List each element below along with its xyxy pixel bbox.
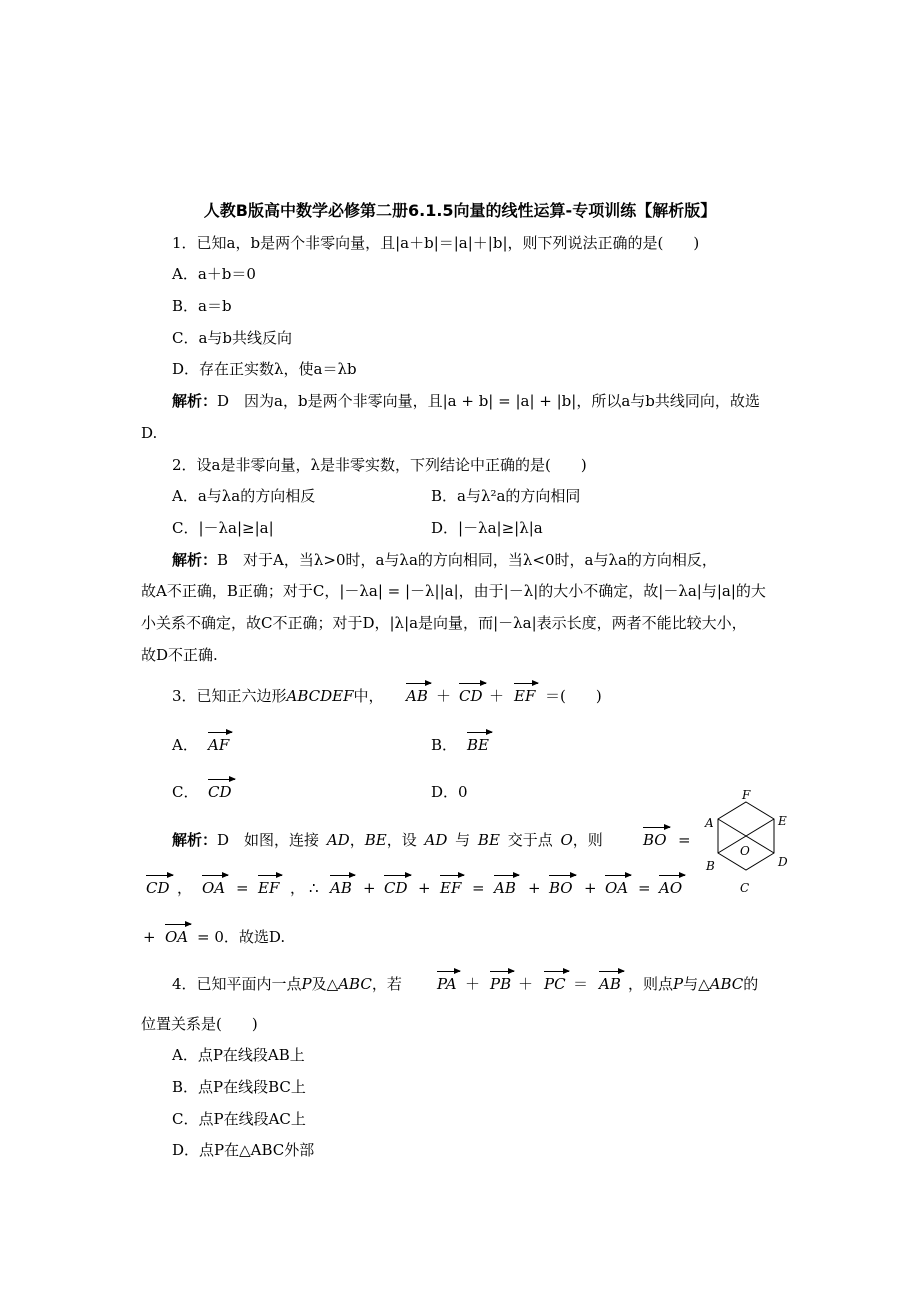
q3-sol-plus-1: + [363,879,376,897]
q4-plus-1: ＋ [465,975,481,993]
q3-plus-1: ＋ [436,687,452,705]
q1-stem: 1．已知a，b是两个非零向量，且|a＋b|＝|a|＋|b|，则下列说法正确的是( ) [172,234,700,252]
q4-stem-tail-2: 与△ [683,975,710,993]
q3-option-c-label: C． [172,783,199,801]
q2-solution-line2: 故A不正确，B正确；对于C，|－λa| = |－λ||a|，由于|－λ|的大小不确定，故|－λa|与|a|的大 [141,582,766,600]
q3-vector-ef: EF [514,687,536,705]
q4-triangle-abc: ABC [338,975,372,993]
q1-option-a: A．a＋b＝0 [172,265,256,283]
q4-triangle-abc-2: ABC [709,975,744,993]
q4-stem-text: 4．已知平面内一点 [172,975,302,993]
vertex-c-label: C [740,881,750,895]
q3-solution-be: BE [364,831,387,849]
q4-stem-text-3: ，若 [371,975,402,993]
q2-solution-line3: 小关系不确定，故C不正确；对于D，|λ|a是向量，而|－λa|表示长度，两者不能比较大小， [141,614,747,632]
q3-solution-ad-2: AD [424,831,448,849]
q3-option-d: D．0 [431,783,468,801]
q3-solution-line1 [172,830,603,850]
q4-eq: ＝ [573,975,589,993]
q4-vector-pb: PB [490,975,512,993]
vertex-f-label: F [742,788,751,802]
vertex-d-label: D [778,855,788,869]
q1-solution-line1 [172,391,760,411]
q3-solution-text-2: ，设 [386,831,417,849]
q3-sol-vector-ao: AO [659,879,683,897]
q4-option-c: C．点P在线段AC上 [172,1110,306,1128]
q3-solution-and: 与 [455,831,471,849]
q3-stem-text: 3．已知正六边形 [172,687,287,705]
q3-solution-tag: 解析： [172,831,218,849]
q3-stem-text-2: 中， [353,687,384,705]
q3-solution-comma: ， [349,831,365,849]
q3-option-c-vector: CD [208,783,232,801]
q1-solution-tag: 解析： [172,392,218,410]
q3-sol-eq-0: = [678,831,691,849]
q4-vector-ab: AB [599,975,621,993]
q2-stem: 2．设a是非零向量，λ是非零实数，下列结论中正确的是( ) [172,456,587,474]
q4-stem-tail-1: ，则点 [628,975,674,993]
q3-option-b-label: B． [431,736,458,754]
q4-vector-pa: PA [437,975,457,993]
q3-plus-2: ＋ [489,687,505,705]
q4-option-a: A．点P在线段AB上 [172,1046,305,1064]
q3-sol-vector-oa-3: OA [165,928,189,946]
q3-sol-eq-1: = [236,879,249,897]
q3-hexagon-name: ABCDEF [286,687,354,705]
q3-sol-vector-ab: AB [330,879,352,897]
q3-sol-eq-3: = [638,879,651,897]
q4-option-d: D．点P在△ABC外部 [172,1141,315,1159]
q4-option-b: B．点P在线段BC上 [172,1078,306,1096]
q3-solution-text: D 如图，连接 [217,831,320,849]
q4-plus-2: ＋ [518,975,534,993]
q3-solution-o: O [560,831,573,849]
hexagon-figure [700,786,796,898]
q2-option-a: A．a与λa的方向相反 [172,487,316,505]
q4-point-p: P [301,975,312,993]
q3-option-a-label: A． [172,736,198,754]
vertex-b-label: B [706,859,715,873]
q4-point-p-2: P [673,975,684,993]
q3-option-b-vector: BE [467,736,489,754]
center-o-label: O [740,844,750,858]
q3-sol-therefore: ∴ [309,879,319,897]
q4-stem-tail [628,974,758,994]
q4-stem-line2: 位置关系是( ) [141,1015,258,1033]
document-title: 人教B版高中数学必修第二册6.1.5向量的线性运算-专项训练【解析版】 [203,201,717,220]
q4-stem-text-2: 及△ [311,975,339,993]
q2-solution-text: B 对于A，当λ>0时，a与λa的方向相同，当λ<0时，a与λa的方向相反， [217,551,717,569]
q4-stem [172,974,402,994]
q3-sol-vector-oa: OA [202,879,226,897]
q3-sol-vector-cd-2: CD [384,879,408,897]
q3-sol-plus-3: + [528,879,541,897]
vertex-a-label: A [705,816,714,830]
q3-vector-ab: AB [406,687,428,705]
q3-sol-comma-2: ， [290,879,306,897]
q3-sol-plus-2: + [418,879,431,897]
q2-option-d: D．|－λa|≥|λ|a [431,519,543,537]
q2-solution-tag: 解析： [172,551,218,569]
q3-sol-vector-ab-2: AB [494,879,516,897]
q1-solution-text: D 因为a，b是两个非零向量，且|a + b| = |a| + |b|，所以a与b共线同向，故选 [217,392,760,410]
q1-solution-line2: D. [141,424,158,442]
q2-option-c: C．|－λa|≥|a| [172,519,274,537]
vertex-e-label: E [778,814,787,828]
q3-sol-vector-oa-2: OA [605,879,629,897]
q3-vector-cd: CD [459,687,483,705]
q3-sol-eq-2: = [472,879,485,897]
q2-option-b: B．a与λ²a的方向相同 [431,487,581,505]
q4-stem-tail-3: 的 [743,975,759,993]
q3-sol-vector-bo: BO [643,831,667,849]
q3-solution-then: ，则 [572,831,603,849]
q3-sol-vector-cd: CD [146,879,170,897]
q3-sol-conclusion: = 0．故选D. [197,928,286,946]
q3-solution-cross: 交于点 [507,831,553,849]
q2-solution-line4: 故D不正确. [141,646,218,664]
q3-solution-ad: AD [326,831,350,849]
q4-vector-pc: PC [544,975,566,993]
q1-option-b: B．a＝b [172,297,232,315]
q1-option-c: C．a与b共线反向 [172,329,293,347]
q3-solution-be-2: BE [477,831,500,849]
q3-option-a-vector: AF [208,736,230,754]
q3-stem [172,686,384,706]
q3-sol-comma: ， [177,879,193,897]
q3-stem-end: ＝( ) [545,687,602,705]
q3-sol-vector-bo-2: BO [549,879,573,897]
q2-solution-line1 [172,550,717,570]
q1-option-d: D．存在正实数λ，使a＝λb [172,360,357,378]
q3-sol-vector-ef: EF [258,879,280,897]
q3-sol-vector-ef-2: EF [440,879,462,897]
q3-sol-plus-4: + [584,879,597,897]
q3-sol-plus-5: + [143,928,156,946]
